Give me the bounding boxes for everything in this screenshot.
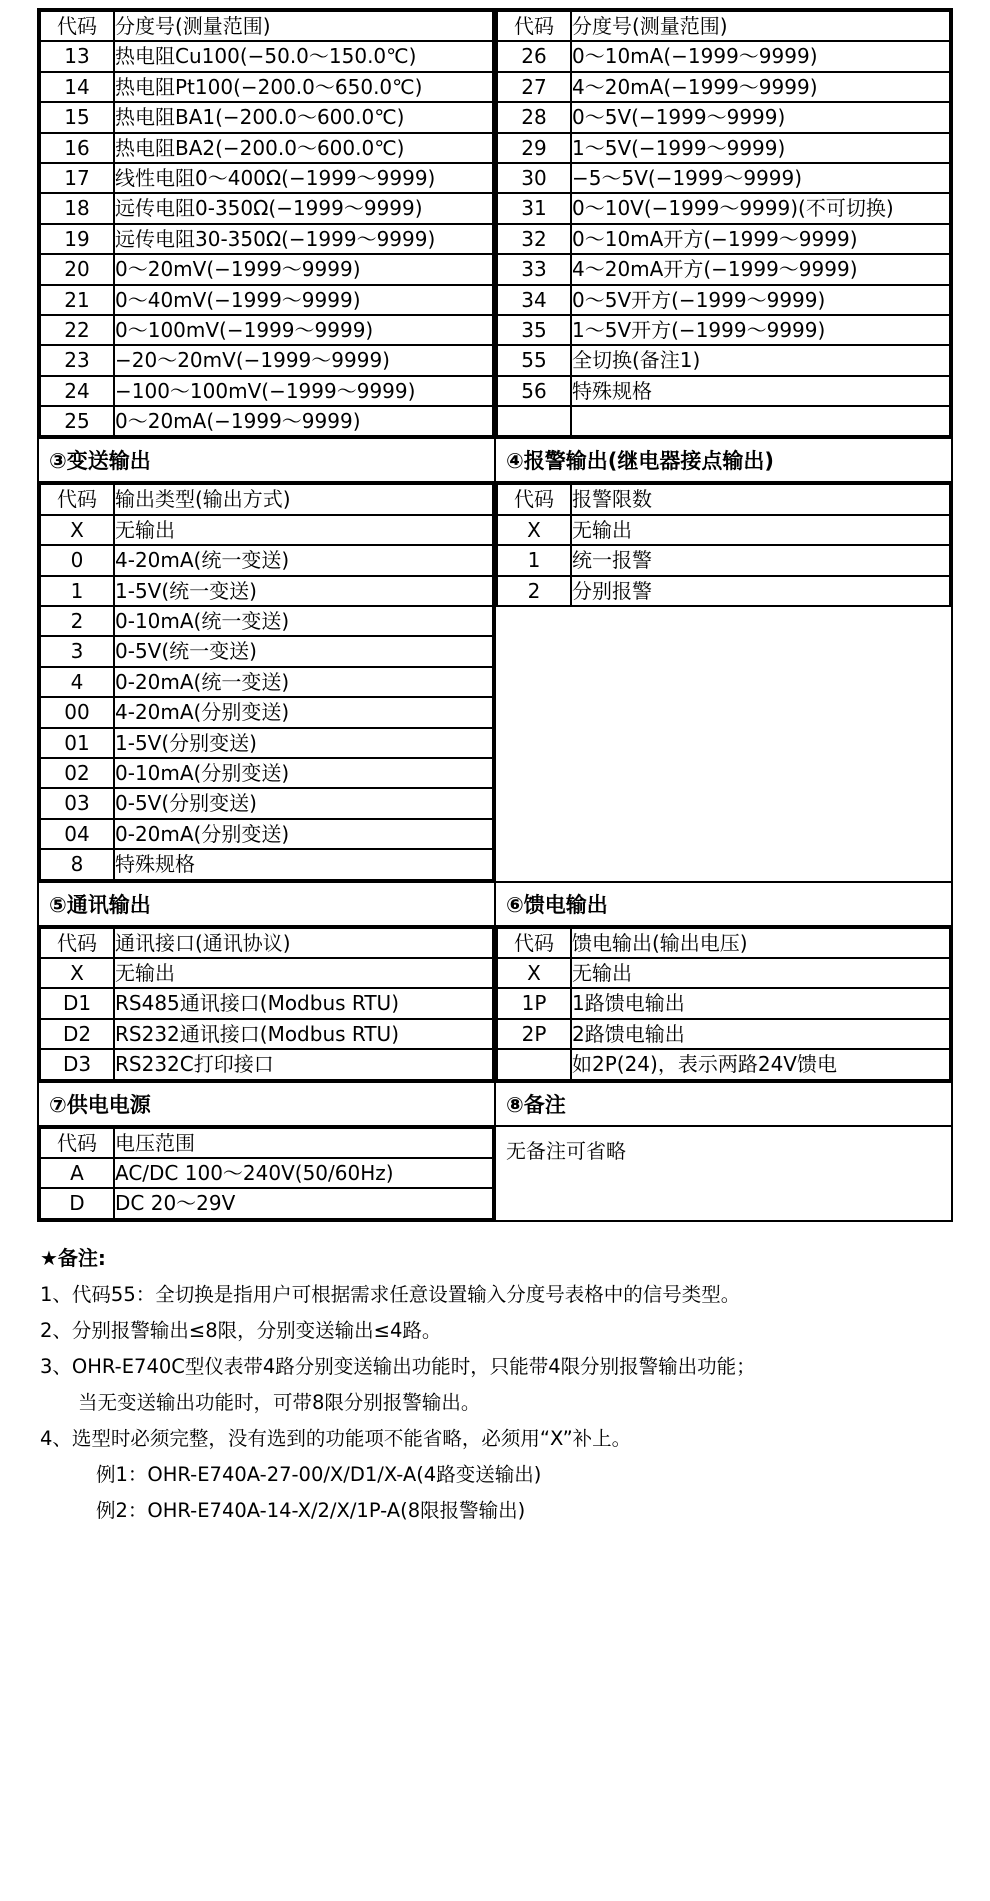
table-row xyxy=(40,224,493,254)
table-row xyxy=(40,1158,493,1188)
row-desc: 远传电阻0-350Ω(−1999～9999) xyxy=(114,193,493,223)
row-desc: 线性电阻0～400Ω(−1999～9999) xyxy=(114,163,493,193)
table-row xyxy=(497,102,950,132)
row-code: 34 xyxy=(497,285,571,315)
section-title-alarm: ④报警输出(继电器接点输出) xyxy=(496,439,951,483)
table-row xyxy=(497,41,950,71)
power-table xyxy=(39,1127,494,1220)
row-code: 4 xyxy=(40,667,114,697)
row-desc: 0～5V(−1999～9999) xyxy=(571,102,950,132)
table-row xyxy=(497,133,950,163)
table-row xyxy=(40,193,493,223)
footnotes xyxy=(40,1240,950,1529)
table-row xyxy=(40,606,493,636)
section-title-transmit: ③变送输出 xyxy=(39,439,494,483)
table-row xyxy=(40,1049,493,1079)
row-desc: 0～10mA开方(−1999～9999) xyxy=(571,224,950,254)
table-row xyxy=(40,758,493,788)
row-code: 1 xyxy=(40,576,114,606)
column-header-code: 代码 xyxy=(497,484,571,514)
row-desc: 4-20mA(统一变送) xyxy=(114,545,493,575)
row-code: X xyxy=(40,958,114,988)
column-header-code: 代码 xyxy=(497,11,571,41)
row-desc: 热电阻BA1(−200.0～600.0℃) xyxy=(114,102,493,132)
table-header-row xyxy=(40,928,493,958)
footnote-example: 例1：OHR-E740A-27-00/X/D1/X-A(4路变送输出) xyxy=(96,1462,542,1486)
transmit-table xyxy=(39,483,494,880)
row-desc: 特殊规格 xyxy=(114,849,493,879)
row-code: 00 xyxy=(40,697,114,727)
signal-left-cell xyxy=(38,9,495,438)
row-desc: 全切换(备注1) xyxy=(571,345,950,375)
table-row xyxy=(40,285,493,315)
column-header-desc: 馈电输出(输出电压) xyxy=(571,928,950,958)
signal-right-cell xyxy=(495,9,952,438)
row-code: 8 xyxy=(40,849,114,879)
row-code: 03 xyxy=(40,788,114,818)
row-desc: 4～20mA开方(−1999～9999) xyxy=(571,254,950,284)
table-row xyxy=(40,406,493,436)
row-desc: 0～10V(−1999～9999)(不可切换) xyxy=(571,193,950,223)
row-desc: 无输出 xyxy=(114,515,493,545)
row-code: 55 xyxy=(497,345,571,375)
row-code: 23 xyxy=(40,345,114,375)
row-desc: 2路馈电输出 xyxy=(571,1019,950,1049)
table-row xyxy=(40,788,493,818)
table-header-row xyxy=(40,11,493,41)
column-header-code: 代码 xyxy=(40,1128,114,1158)
footnote-item-continuation: 当无变送输出功能时，可带8限分别报警输出。 xyxy=(78,1390,481,1414)
row-desc: 1～5V开方(−1999～9999) xyxy=(571,315,950,345)
feed-cell xyxy=(495,882,952,1082)
row-desc: 4～20mA(−1999～9999) xyxy=(571,72,950,102)
table-row xyxy=(40,345,493,375)
table-row xyxy=(40,849,493,879)
row-code: 01 xyxy=(40,728,114,758)
table-header-row xyxy=(497,11,950,41)
row-code: 19 xyxy=(40,224,114,254)
column-header-code: 代码 xyxy=(40,11,114,41)
row-desc: 如2P(24)，表示两路24V馈电 xyxy=(571,1049,950,1079)
row-desc: RS485通讯接口(Modbus RTU) xyxy=(114,988,493,1018)
row-code: 27 xyxy=(497,72,571,102)
row-code: 3 xyxy=(40,636,114,666)
table-row xyxy=(40,819,493,849)
feed-table xyxy=(496,927,951,1081)
row-code: X xyxy=(497,515,571,545)
table-row xyxy=(40,41,493,71)
row-desc: −5～5V(−1999～9999) xyxy=(571,163,950,193)
comm-table xyxy=(39,927,494,1081)
row-code: 04 xyxy=(40,819,114,849)
table-row xyxy=(497,285,950,315)
row-code: 2P xyxy=(497,1019,571,1049)
section-title-feed: ⑥馈电输出 xyxy=(496,883,951,927)
table-row-spacer xyxy=(497,406,950,436)
section-title-remark: ⑧备注 xyxy=(496,1083,951,1127)
row-desc: 无输出 xyxy=(571,958,950,988)
row-desc: 0～5V开方(−1999～9999) xyxy=(571,285,950,315)
row-code: 30 xyxy=(497,163,571,193)
footnote-example: 例2：OHR-E740A-14-X/2/X/1P-A(8限报警输出) xyxy=(96,1499,526,1523)
row-code: 32 xyxy=(497,224,571,254)
row-desc: −20～20mV(−1999～9999) xyxy=(114,345,493,375)
row-desc: 无输出 xyxy=(114,958,493,988)
row-desc: 远传电阻30-350Ω(−1999～9999) xyxy=(114,224,493,254)
row-code: 24 xyxy=(40,376,114,406)
row-code: 17 xyxy=(40,163,114,193)
table-row xyxy=(40,376,493,406)
table-row xyxy=(40,576,493,606)
row-desc: 4-20mA(分别变送) xyxy=(114,697,493,727)
row-desc: 0-10mA(统一变送) xyxy=(114,606,493,636)
row-code-empty xyxy=(497,406,571,436)
row-code: 20 xyxy=(40,254,114,284)
row-code: D3 xyxy=(40,1049,114,1079)
table-row xyxy=(40,545,493,575)
footnote-item: 4、选型时必须完整，没有选到的功能项不能省略，必须用“X”补上。 xyxy=(40,1426,632,1450)
row-code: 2 xyxy=(497,576,571,606)
signal-section-row xyxy=(38,9,952,438)
specification-table xyxy=(37,8,953,1222)
table-row xyxy=(497,345,950,375)
signal-right-table xyxy=(496,10,951,437)
row-code: X xyxy=(40,515,114,545)
table-row xyxy=(40,1019,493,1049)
table-row xyxy=(497,376,950,406)
table-row xyxy=(497,254,950,284)
footnotes-heading: ★备注: xyxy=(40,1245,106,1270)
table-row xyxy=(497,72,950,102)
table-row xyxy=(40,515,493,545)
column-header-code: 代码 xyxy=(497,928,571,958)
table-row xyxy=(497,988,950,1018)
row-code: 15 xyxy=(40,102,114,132)
power-remark-section-row xyxy=(38,1082,952,1221)
row-code: 18 xyxy=(40,193,114,223)
row-desc: 统一报警 xyxy=(571,545,950,575)
row-code: 22 xyxy=(40,315,114,345)
table-row xyxy=(497,224,950,254)
row-code: 0 xyxy=(40,545,114,575)
power-cell xyxy=(38,1082,495,1221)
row-desc: 0-5V(统一变送) xyxy=(114,636,493,666)
table-row xyxy=(497,193,950,223)
table-row xyxy=(497,1019,950,1049)
row-desc: 特殊规格 xyxy=(571,376,950,406)
row-desc: 0-5V(分别变送) xyxy=(114,788,493,818)
section-title-power: ⑦供电电源 xyxy=(39,1083,494,1127)
row-desc: RS232C打印接口 xyxy=(114,1049,493,1079)
row-desc: AC/DC 100～240V(50/60Hz) xyxy=(114,1158,493,1188)
transmit-cell xyxy=(38,438,495,881)
footnote-item: 1、代码55：全切换是指用户可根据需求任意设置输入分度号表格中的信号类型。 xyxy=(40,1282,741,1306)
comm-feed-section-row xyxy=(38,882,952,1082)
remark-cell xyxy=(495,1082,952,1221)
row-code: D2 xyxy=(40,1019,114,1049)
row-desc: DC 20～29V xyxy=(114,1188,493,1218)
row-code: 56 xyxy=(497,376,571,406)
section-title-comm: ⑤通讯输出 xyxy=(39,883,494,927)
row-code: 26 xyxy=(497,41,571,71)
signal-left-table xyxy=(39,10,494,437)
row-desc: 0～40mV(−1999～9999) xyxy=(114,285,493,315)
column-header-desc: 分度号(测量范围) xyxy=(114,11,493,41)
table-header-row xyxy=(40,484,493,514)
row-desc-empty xyxy=(571,406,950,436)
table-row xyxy=(40,133,493,163)
footnote-item: 3、OHR-E740C型仪表带4路分别变送输出功能时，只能带4限分别报警输出功能； xyxy=(40,1354,756,1378)
column-header-desc: 通讯接口(通讯协议) xyxy=(114,928,493,958)
table-row xyxy=(40,254,493,284)
table-row xyxy=(40,315,493,345)
row-code xyxy=(497,1049,571,1079)
table-row xyxy=(497,515,950,545)
row-code: D1 xyxy=(40,988,114,1018)
row-code: 33 xyxy=(497,254,571,284)
remark-body: 无备注可省略 xyxy=(506,1138,626,1163)
table-row xyxy=(40,1188,493,1218)
table-row xyxy=(40,636,493,666)
table-row xyxy=(40,102,493,132)
row-desc: 1-5V(分别变送) xyxy=(114,728,493,758)
table-row xyxy=(497,545,950,575)
transmit-alarm-section-row xyxy=(38,438,952,881)
row-desc: 热电阻Cu100(−50.0～150.0℃) xyxy=(114,41,493,71)
alarm-table xyxy=(496,483,951,607)
row-desc: 0～20mV(−1999～9999) xyxy=(114,254,493,284)
row-desc: −100～100mV(−1999～9999) xyxy=(114,376,493,406)
table-header-row xyxy=(40,1128,493,1158)
row-code: 21 xyxy=(40,285,114,315)
column-header-desc: 电压范围 xyxy=(114,1128,493,1158)
table-row xyxy=(40,728,493,758)
column-header-desc: 输出类型(输出方式) xyxy=(114,484,493,514)
row-desc: 0-10mA(分别变送) xyxy=(114,758,493,788)
row-code: 35 xyxy=(497,315,571,345)
table-row xyxy=(40,958,493,988)
row-desc: 0～10mA(−1999～9999) xyxy=(571,41,950,71)
alarm-cell xyxy=(495,438,952,881)
row-code: X xyxy=(497,958,571,988)
row-code: 29 xyxy=(497,133,571,163)
row-desc: 分别报警 xyxy=(571,576,950,606)
row-desc: 0～20mA(−1999～9999) xyxy=(114,406,493,436)
table-row xyxy=(40,163,493,193)
table-row xyxy=(40,667,493,697)
table-row xyxy=(40,988,493,1018)
row-desc: 无输出 xyxy=(571,515,950,545)
table-header-row xyxy=(497,928,950,958)
row-code: 02 xyxy=(40,758,114,788)
column-header-code: 代码 xyxy=(40,484,114,514)
table-header-row xyxy=(497,484,950,514)
row-desc: 0-20mA(分别变送) xyxy=(114,819,493,849)
row-desc: 1～5V(−1999～9999) xyxy=(571,133,950,163)
row-desc: 1路馈电输出 xyxy=(571,988,950,1018)
row-code: 14 xyxy=(40,72,114,102)
table-row xyxy=(497,163,950,193)
row-desc: 热电阻BA2(−200.0～600.0℃) xyxy=(114,133,493,163)
table-row xyxy=(40,72,493,102)
row-code: 25 xyxy=(40,406,114,436)
column-header-code: 代码 xyxy=(40,928,114,958)
table-row xyxy=(40,697,493,727)
row-code: 31 xyxy=(497,193,571,223)
row-code: 13 xyxy=(40,41,114,71)
footnote-item: 2、分别报警输出≤8限，分别变送输出≤4路。 xyxy=(40,1318,442,1342)
row-desc: 0-20mA(统一变送) xyxy=(114,667,493,697)
table-row xyxy=(497,315,950,345)
row-code: 1P xyxy=(497,988,571,1018)
column-header-desc: 分度号(测量范围) xyxy=(571,11,950,41)
row-code: 16 xyxy=(40,133,114,163)
table-row xyxy=(497,1049,950,1079)
row-code: D xyxy=(40,1188,114,1218)
row-desc: 热电阻Pt100(−200.0～650.0℃) xyxy=(114,72,493,102)
row-code: 28 xyxy=(497,102,571,132)
row-code: A xyxy=(40,1158,114,1188)
row-code: 2 xyxy=(40,606,114,636)
column-header-desc: 报警限数 xyxy=(571,484,950,514)
row-desc: 1-5V(统一变送) xyxy=(114,576,493,606)
row-desc: 0～100mV(−1999～9999) xyxy=(114,315,493,345)
row-code: 1 xyxy=(497,545,571,575)
table-row xyxy=(497,576,950,606)
table-row xyxy=(497,958,950,988)
row-desc: RS232通讯接口(Modbus RTU) xyxy=(114,1019,493,1049)
comm-cell xyxy=(38,882,495,1082)
